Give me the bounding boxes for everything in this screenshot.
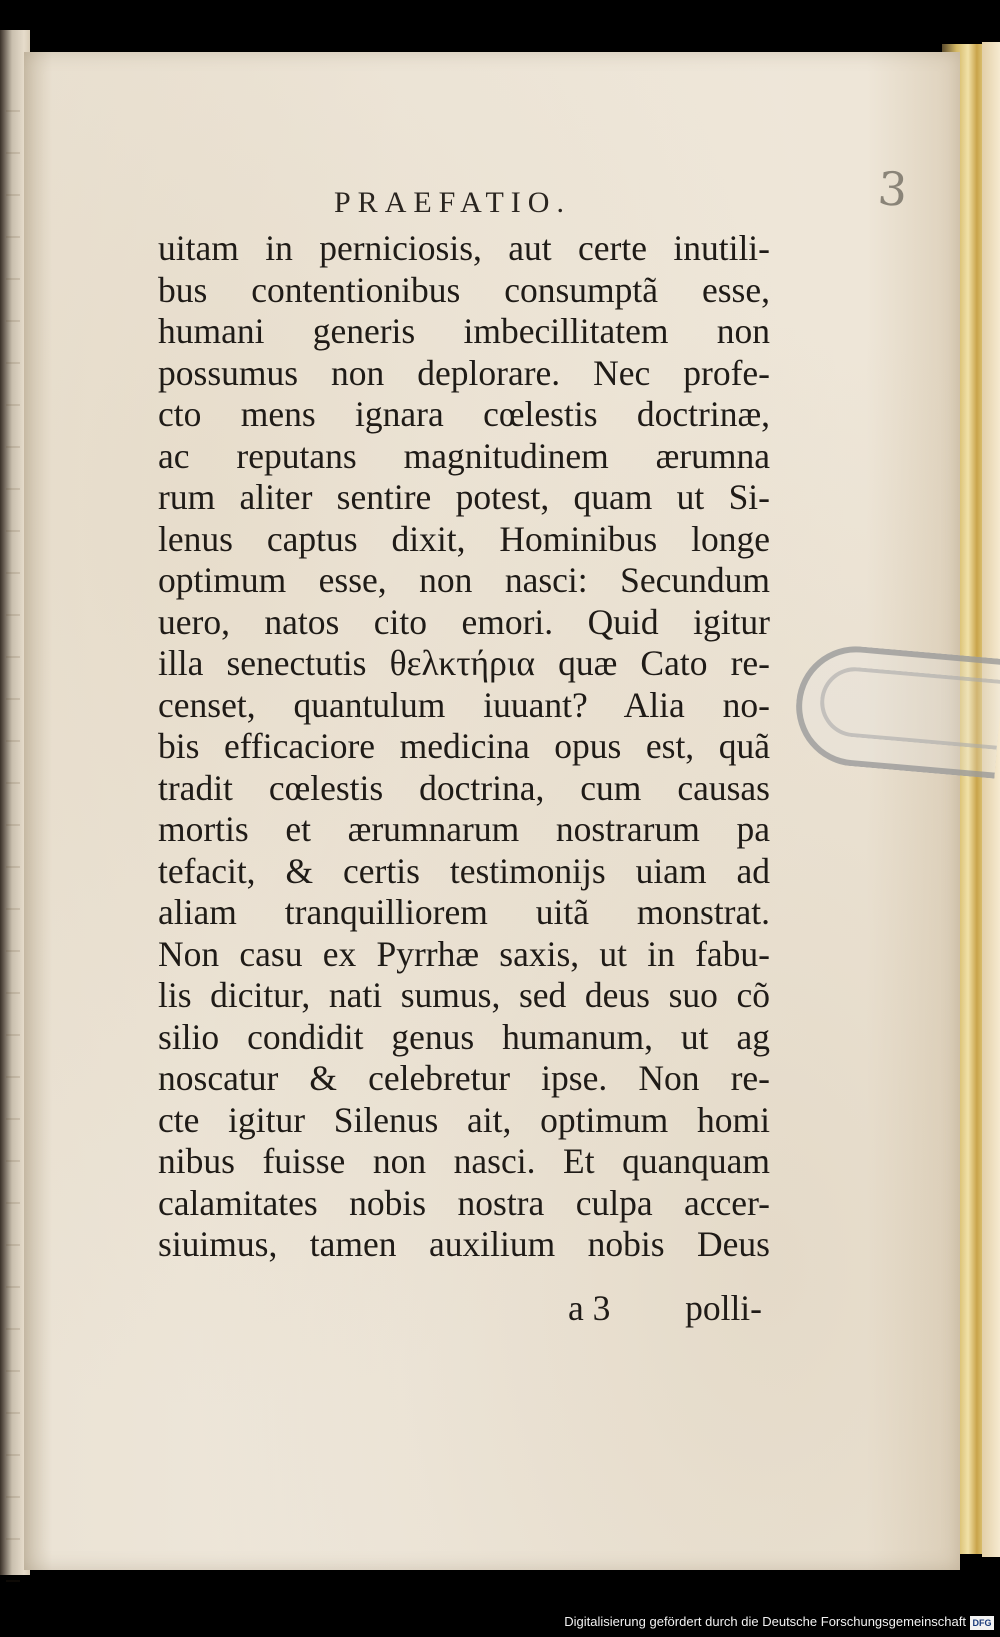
book-page (24, 52, 960, 1570)
text-line: Non casu ex Pyrrhæ saxis, ut in fabu- (158, 933, 770, 974)
text-line: lis dicitur, nati sumus, sed deus suo cõ (158, 975, 770, 1015)
text-line: illa senectutis θελκτήρια quæ Cato re- (158, 643, 770, 683)
text-line: calamitates nobis nostra culpa accer- (158, 1182, 770, 1223)
credit-strip (0, 1597, 1000, 1637)
text-line: uitam in perniciosis, aut certe inutili- (158, 228, 770, 268)
text-line: nibus fuisse non nasci. Et quanquam (158, 1141, 770, 1181)
text-line: tradit cœlestis doctrina, cum causas (158, 767, 770, 808)
dfg-logo: DFG (970, 1616, 994, 1630)
text-line: aliam tranquilliorem uitã monstrat. (158, 892, 770, 932)
digitization-credit: Digitalisierung gefördert durch die Deutsche Forschungsgemeinschaft (564, 1614, 966, 1629)
body-text (158, 228, 770, 1266)
text-line: rum aliter sentire potest, quam ut Si- (158, 477, 770, 517)
text-line: bus contentionibus consumptã esse, (158, 269, 770, 310)
text-line: tefacit, & certis testimonijs uiam ad (158, 850, 770, 891)
text-line: possumus non deplorare. Nec profe- (158, 352, 770, 393)
text-line: mortis et ærumnarum nostrarum pa (158, 809, 770, 849)
text-line: noscatur & celebretur ipse. Non re- (158, 1058, 770, 1098)
text-line: ac reputans magnitudinem ærumna (158, 435, 770, 476)
text-line: siuimus, tamen auxilium nobis Deus (158, 1224, 770, 1264)
catchline (158, 1287, 770, 1329)
signature-mark: a 3 (568, 1288, 611, 1328)
text-line: optimum esse, non nasci: Secundum (158, 560, 770, 600)
text-line: cte igitur Silenus ait, optimum homi (158, 1099, 770, 1140)
text-line: censet, quantulum iuuant? Alia no- (158, 684, 770, 725)
text-line: uero, natos cito emori. Quid igitur (158, 601, 770, 642)
catchword: polli- (685, 1288, 762, 1328)
text-line: bis efficaciore medicina opus est, quã (158, 726, 770, 766)
text-line: silio condidit genus humanum, ut ag (158, 1016, 770, 1057)
text-line: humani generis imbecillitatem non (158, 311, 770, 351)
page-clip (796, 650, 1000, 780)
folio-number: 3 (876, 161, 910, 217)
text-line: lenus captus dixit, Hominibus longe (158, 518, 770, 559)
book-cover-edge (982, 42, 1000, 1557)
running-head: PRAEFATIO. (334, 186, 571, 219)
text-line: cto mens ignara cœlestis doctrinæ, (158, 394, 770, 434)
